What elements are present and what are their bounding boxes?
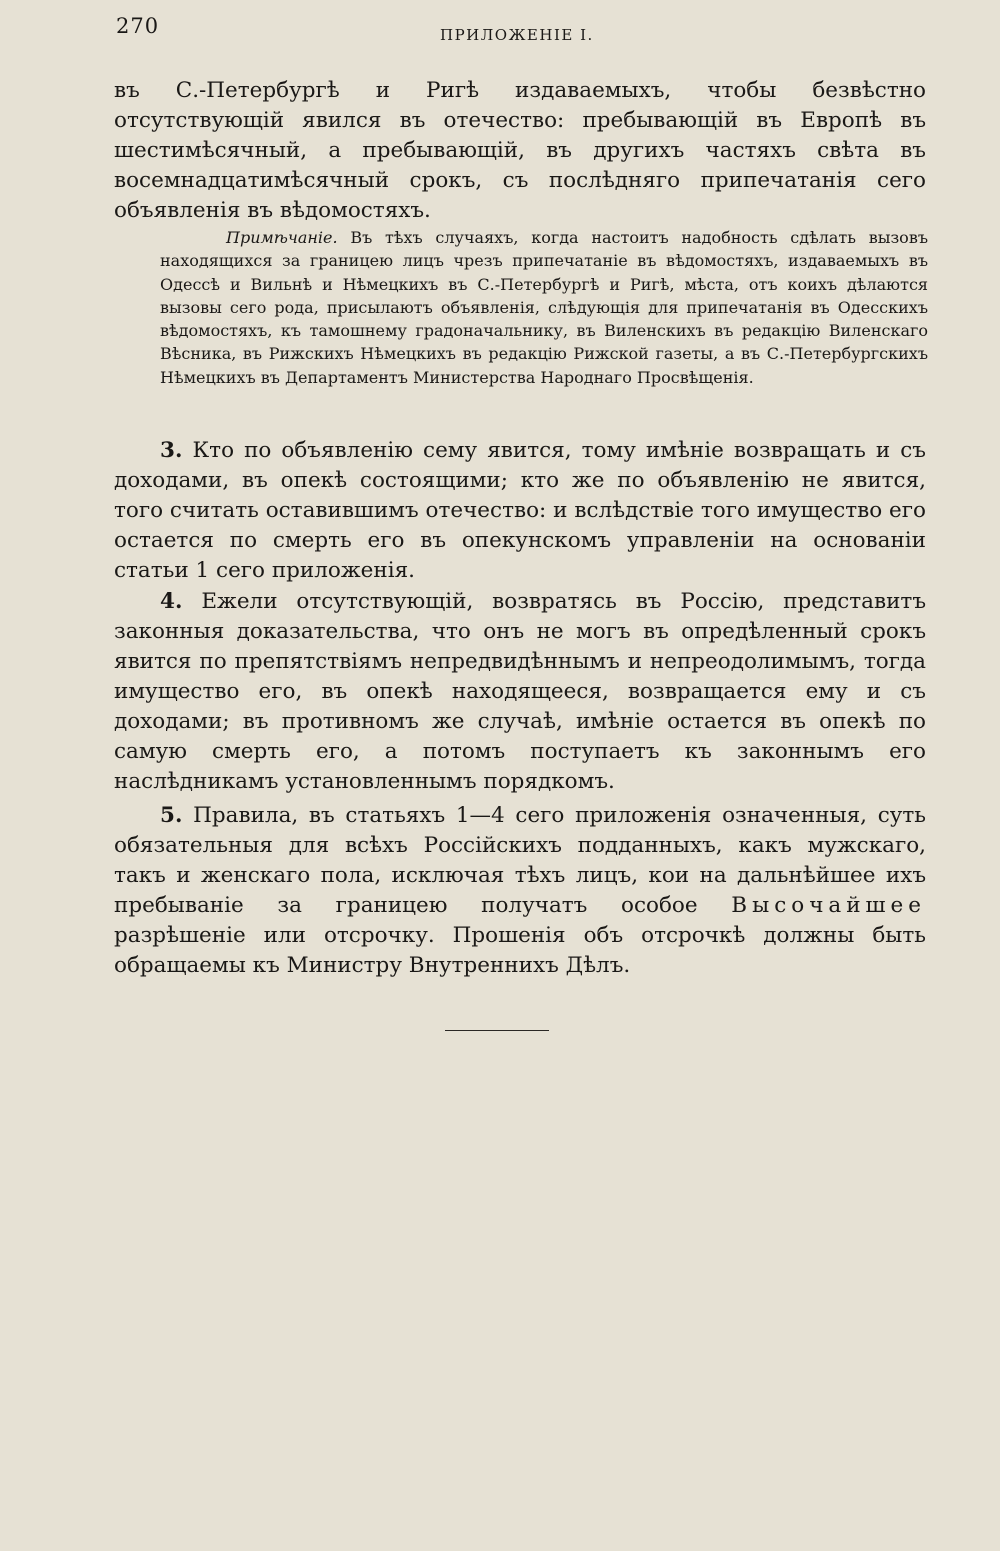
note-text: Въ тѣхъ случаяхъ, когда настоитъ надобность сдѣлать вызовъ находящихся за границею лицъ чрезъ припечатаніе въ вѣдомостяхъ, издаваемыхъ въ Одессѣ и Вильнѣ и Нѣмецкихъ въ С.-Петербургѣ и Ригѣ, мѣста, отъ коихъ дѣлаются вызовы сего рода, присылаютъ объявленія, слѣдующія для припечатанія въ Одесскихъ вѣдомостяхъ, къ тамошнему градоначальнику, въ Виленскихъ въ редакцію Виленскаго Вѣсника, въ Рижскихъ Нѣмецкихъ въ редакцію Рижской газеты, а въ С.-Петербургскихъ Нѣмецкихъ въ Департаментъ Министерства Народнаго Просвѣщенія. (160, 228, 928, 387)
opening-paragraph: въ С.-Петербургѣ и Ригѣ издаваемыхъ, чтобы безвѣстно отсутствующій явился въ отечество: пребывающій въ Европѣ въ шестимѣсячный, а пребывающій, въ другихъ частяхъ свѣта въ восемнадцатимѣсячный срокъ, съ послѣдняго припечатанія сего объявленія въ вѣдомостяхъ. (114, 78, 926, 223)
article-text: Ежели отсутствующій, возвратясь въ Россію, представитъ законныя доказательства, что онъ не могъ въ опредѣленный срокъ явится по препятствіямъ непредвидѣннымъ и непреодолимымъ, тогда имущество его, въ опекѣ находящееся, возвращается ему и съ доходами; въ противномъ же случаѣ, имѣніе остается въ опекѣ по самую смерть его, а потомъ поступаетъ къ законнымъ его наслѣдникамъ установленнымъ порядкомъ. (114, 589, 926, 794)
article-number: 4. (160, 589, 183, 614)
running-head: ПРИЛОЖЕНІЕ I. (440, 26, 594, 44)
article-4 (114, 587, 926, 797)
page-number: 270 (116, 14, 160, 38)
article-text-continued: разрѣшеніе или отсрочку. Прошенія объ отсрочкѣ должны быть обращаемы къ Министру Внутреннихъ Дѣлъ. (114, 923, 926, 978)
article-5 (114, 801, 926, 981)
article-text: Кто по объявленію сему явится, тому имѣніе возвращать и съ доходами, въ опекѣ состоящими; кто же по объявленію не явится, того считать оставившимъ отечество: и вслѣдствіе того имущество его остается по смерть его въ опекунскомъ управленіи на основаніи статьи 1 сего приложенія. (114, 438, 926, 583)
note-label: Примѣчаніе. (226, 228, 338, 247)
footnote-remark (160, 226, 928, 389)
article-3 (114, 436, 926, 586)
section-divider (445, 1030, 549, 1031)
article-number: 3. (160, 438, 183, 463)
emphasized-word: Высочайшее (731, 893, 926, 918)
article-number: 5. (160, 803, 183, 828)
article-text: Правила, въ статьяхъ 1—4 сего приложенія означенныя, суть обязательныя для всѣхъ Россійскихъ подданныхъ, какъ мужскаго, такъ и женскаго пола, исключая тѣхъ лицъ, кои на дальнѣйшее ихъ пребываніе за границею получатъ особое (114, 803, 926, 918)
